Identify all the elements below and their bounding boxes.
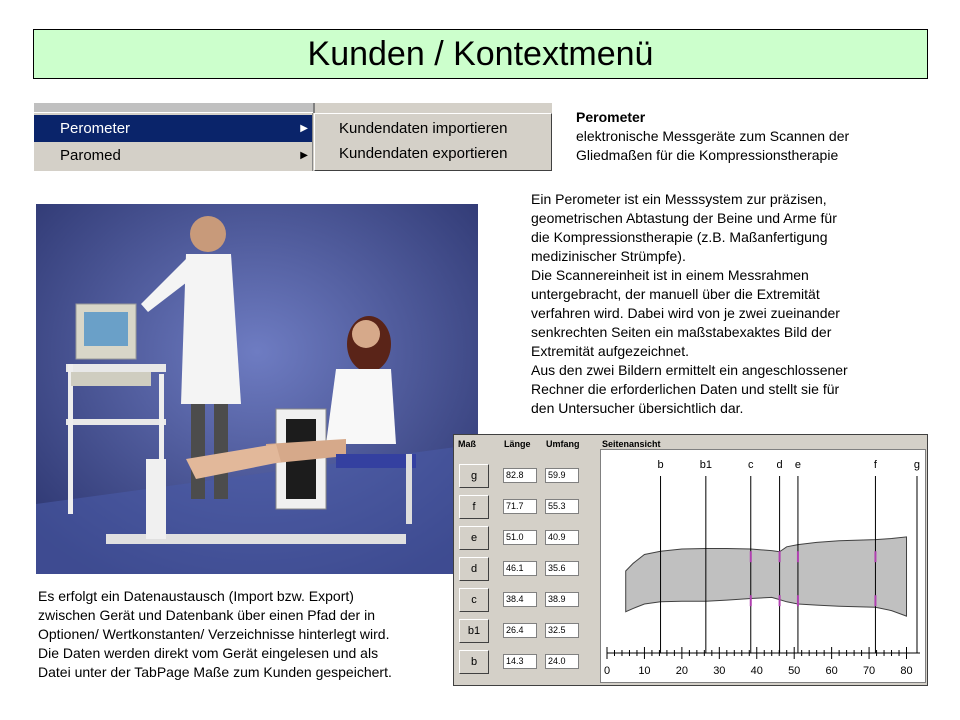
x-tick-label: 30 [713,665,726,677]
umfang-field-d[interactable]: 35.6 [545,561,579,576]
measure-button-b[interactable]: b [459,650,489,674]
submenu-arrow-icon: ▶ [300,123,308,134]
subtitle-line: elektronische Messgeräte zum Scannen der [576,128,850,144]
caption-text [38,587,448,682]
umfang-field-c[interactable]: 38.9 [545,592,579,607]
x-tick-label: 70 [862,665,876,677]
description-line: senkrechten Seiten ein maßstabexaktes Bild der [531,324,832,340]
menu-item-label: Perometer [60,120,131,137]
context-menu-screenshot [34,103,552,171]
umfang-field-e[interactable]: 40.9 [545,530,579,545]
subtitle-line: Gliedmaßen für die Kompressionstherapie [576,147,839,163]
umfang-field-g[interactable]: 59.9 [545,468,579,483]
header-mass: Maß [458,439,476,449]
menu-item-paromed[interactable] [34,142,312,169]
umfang-field-b1[interactable]: 32.5 [545,623,579,638]
laenge-field-d[interactable]: 46.1 [503,561,537,576]
context-menu [34,113,313,171]
description-line: verfahren wird. Dabei wird von je zwei zueinander [531,305,840,321]
limb-profile [626,537,907,616]
menu-item-perometer[interactable] [34,115,312,142]
description-line: Extremität aufgezeichnet. [531,343,689,359]
description-line: geometrischen Abtastung der Beine und Arme für [531,210,837,226]
menu-item-label: Paromed [60,147,121,164]
measure-button-b1[interactable]: b1 [459,619,489,643]
submenu-item-import[interactable]: Kundendaten importieren [339,120,508,137]
laenge-field-c[interactable]: 38.4 [503,592,537,607]
x-tick-label: 20 [675,665,689,677]
header-umfang: Umfang [546,439,580,449]
description-line: die Kompressionstherapie (z.B. Maßanfertigung [531,229,828,245]
description-text [531,190,911,418]
laenge-field-g[interactable]: 82.8 [503,468,537,483]
laenge-field-e[interactable]: 51.0 [503,530,537,545]
x-tick-label: 80 [900,665,913,677]
menu-divider [313,103,315,113]
umfang-field-f[interactable]: 55.3 [545,499,579,514]
submenu-arrow-icon: ▶ [300,150,308,161]
description-line: untergebracht, der manuell über die Extremität [531,286,820,302]
side-view-chart [601,450,925,682]
marker-label-g: g [913,459,921,471]
x-tick-label: 10 [638,665,651,677]
laenge-field-b1[interactable]: 26.4 [503,623,537,638]
marker-label-b1: b1 [699,459,712,471]
header-laenge: Länge [504,439,531,449]
laenge-field-f[interactable]: 71.7 [503,499,537,514]
description-line: Aus den zwei Bildern ermittelt ein angeschlossener [531,362,848,378]
caption-line: Die Daten werden direkt vom Gerät eingelesen und als [38,645,379,661]
marker-label-e: e [794,459,802,471]
measure-button-f[interactable]: f [459,495,489,519]
caption-line: zwischen Gerät und Datenbank über einen Pfad der in [38,607,375,623]
description-line: medizinischer Strümpfe). [531,248,686,264]
marker-label-f: f [873,459,877,471]
x-tick-label: 0 [603,665,611,677]
marker-label-b: b [657,459,664,471]
description-line: Ein Perometer ist ein Messsystem zur präzisen, [531,191,827,207]
perometer-subtitle [576,127,849,165]
caption-line: Optionen/ Wertkonstanten/ Verzeichnisse hinterlegt wird. [38,626,390,642]
description-line: den Untersucher übersichtlich dar. [531,400,744,416]
umfang-field-b[interactable]: 24.0 [545,654,579,669]
measure-button-g[interactable]: g [459,464,489,488]
page-title: Kunden / Kontextmenü [33,29,928,79]
laenge-field-b[interactable]: 14.3 [503,654,537,669]
x-tick-label: 60 [825,665,838,677]
marker-label-d: d [776,459,783,471]
perometer-photo [36,204,478,574]
x-tick-label: 50 [788,665,801,677]
perometer-heading: Perometer [576,109,646,125]
marker-label-c: c [748,459,754,471]
measurement-panel [453,434,928,686]
x-tick-label: 40 [750,665,763,677]
submenu [314,113,552,171]
description-line: Rechner die erforderlichen Daten und stellt sie für [531,381,840,397]
header-seitenansicht: Seitenansicht [602,439,661,449]
description-line: Die Scannereinheit ist in einem Messrahmen [531,267,809,283]
photo-illustration [36,204,478,574]
menu-top-strip [34,103,314,113]
caption-line: Es erfolgt ein Datenaustausch (Import bzw. Export) [38,588,354,604]
measure-button-e[interactable]: e [459,526,489,550]
caption-line: Datei unter der TabPage Maße zum Kunden gespeichert. [38,664,392,680]
measure-button-c[interactable]: c [459,588,489,612]
measure-button-d[interactable]: d [459,557,489,581]
side-view-plot [600,449,926,683]
submenu-item-export[interactable]: Kundendaten exportieren [339,145,508,162]
